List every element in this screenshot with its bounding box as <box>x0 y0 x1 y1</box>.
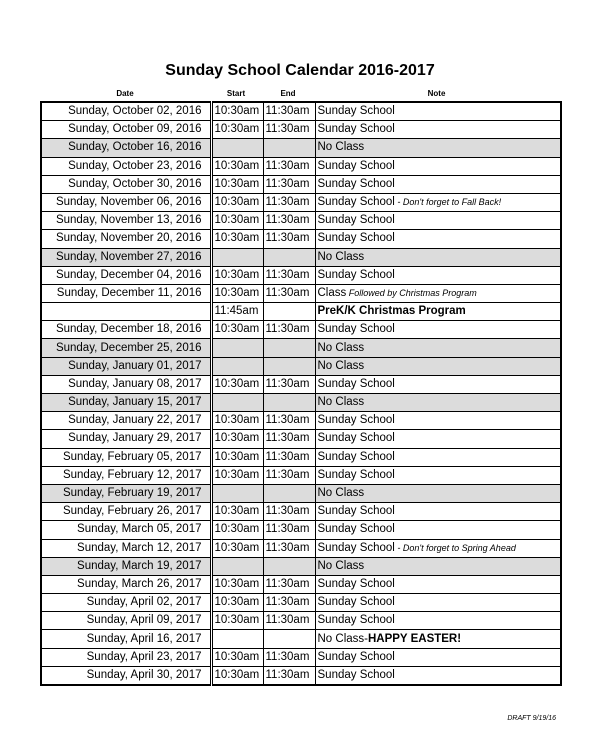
cell-date: Sunday, March 26, 2017 <box>41 575 211 593</box>
note-text: No Class- <box>317 632 368 645</box>
cell-date: Sunday, April 23, 2017 <box>41 648 211 666</box>
cell-end: 11:30am <box>263 503 315 521</box>
cell-date: Sunday, February 26, 2017 <box>41 503 211 521</box>
cell-date: Sunday, November 06, 2016 <box>41 193 211 211</box>
cell-end: 11:30am <box>263 157 315 175</box>
cell-note <box>315 230 561 248</box>
cell-end: 11:30am <box>263 212 315 230</box>
cell-start: 10:30am <box>211 575 263 593</box>
cell-note <box>315 575 561 593</box>
table-row <box>41 430 561 448</box>
cell-date: Sunday, February 12, 2017 <box>41 466 211 484</box>
cell-start: 10:30am <box>211 503 263 521</box>
cell-date: Sunday, March 12, 2017 <box>41 539 211 557</box>
cell-start: 10:30am <box>211 666 263 685</box>
cell-start <box>211 139 263 157</box>
cell-date: Sunday, February 05, 2017 <box>41 448 211 466</box>
cell-end: 11:30am <box>263 412 315 430</box>
cell-date: Sunday, November 27, 2016 <box>41 248 211 266</box>
note-text: Sunday School <box>317 523 395 536</box>
header-end: End <box>280 89 296 98</box>
table-row <box>41 503 561 521</box>
cell-start: 10:30am <box>211 193 263 211</box>
cell-date: Sunday, December 25, 2016 <box>41 339 211 357</box>
table-row <box>41 230 561 248</box>
table-row <box>41 303 561 321</box>
cell-end: 11:30am <box>263 448 315 466</box>
cell-note <box>315 266 561 284</box>
table-row <box>41 375 561 393</box>
cell-start: 10:30am <box>211 539 263 557</box>
note-text: No Class <box>317 559 365 572</box>
column-headers <box>0 89 600 101</box>
cell-date: Sunday, December 11, 2016 <box>41 284 211 302</box>
note-text: Sunday School <box>317 232 395 245</box>
cell-date: Sunday, October 02, 2016 <box>41 102 211 121</box>
table-row <box>41 175 561 193</box>
cell-start: 10:30am <box>211 375 263 393</box>
table-row <box>41 484 561 502</box>
cell-end: 11:30am <box>263 539 315 557</box>
cell-note <box>315 412 561 430</box>
cell-end: 11:30am <box>263 666 315 685</box>
note-text: Sunday School <box>317 323 395 336</box>
cell-date: Sunday, October 09, 2016 <box>41 121 211 139</box>
cell-start <box>211 248 263 266</box>
note-text: No Class <box>317 487 365 500</box>
cell-start: 10:30am <box>211 102 263 121</box>
cell-end: 11:30am <box>263 193 315 211</box>
table-row <box>41 521 561 539</box>
note-text: Sunday School <box>317 123 395 136</box>
table-row <box>41 248 561 266</box>
calendar-table <box>40 101 562 686</box>
cell-note <box>315 157 561 175</box>
table-row <box>41 575 561 593</box>
cell-start: 10:30am <box>211 466 263 484</box>
table-row <box>41 394 561 412</box>
cell-end: 11:30am <box>263 375 315 393</box>
cell-date: Sunday, April 02, 2017 <box>41 594 211 612</box>
cell-start: 10:30am <box>211 121 263 139</box>
note-text: Sunday School <box>317 105 395 118</box>
cell-note <box>315 248 561 266</box>
cell-note <box>315 630 561 648</box>
header-note: Note <box>427 89 446 98</box>
cell-note <box>315 139 561 157</box>
cell-end <box>263 303 315 321</box>
table-row <box>41 321 561 339</box>
cell-note <box>315 539 561 557</box>
note-text: No Class <box>317 341 365 354</box>
table-row <box>41 412 561 430</box>
cell-end <box>263 139 315 157</box>
cell-date: Sunday, February 19, 2017 <box>41 484 211 502</box>
cell-date: Sunday, April 16, 2017 <box>41 630 211 648</box>
cell-start <box>211 357 263 375</box>
note-text: Sunday School <box>317 177 395 190</box>
cell-start: 10:30am <box>211 648 263 666</box>
table-row <box>41 157 561 175</box>
cell-end: 11:30am <box>263 121 315 139</box>
cell-note <box>315 357 561 375</box>
cell-note <box>315 193 561 211</box>
cell-start: 10:30am <box>211 412 263 430</box>
table-row <box>41 612 561 630</box>
cell-end: 11:30am <box>263 648 315 666</box>
cell-date: Sunday, December 04, 2016 <box>41 266 211 284</box>
table-row <box>41 557 561 575</box>
page-title: Sunday School Calendar 2016-2017 <box>165 62 435 79</box>
cell-note <box>315 648 561 666</box>
cell-note <box>315 303 561 321</box>
cell-date: Sunday, January 15, 2017 <box>41 394 211 412</box>
note-text: No Class <box>317 396 365 409</box>
cell-end: 11:30am <box>263 594 315 612</box>
cell-start <box>211 630 263 648</box>
table-row <box>41 648 561 666</box>
cell-note <box>315 466 561 484</box>
note-text: Sunday School <box>317 668 395 681</box>
cell-start <box>211 339 263 357</box>
cell-end <box>263 484 315 502</box>
note-text: Sunday School <box>317 214 395 227</box>
note-text: Class <box>317 286 347 299</box>
cell-start: 10:30am <box>211 430 263 448</box>
cell-note <box>315 503 561 521</box>
cell-end: 11:30am <box>263 102 315 121</box>
cell-date: Sunday, March 05, 2017 <box>41 521 211 539</box>
table-row <box>41 357 561 375</box>
cell-note <box>315 339 561 357</box>
cell-end: 11:30am <box>263 266 315 284</box>
cell-start: 11:45am <box>211 303 263 321</box>
cell-note <box>315 557 561 575</box>
cell-note <box>315 448 561 466</box>
cell-start: 10:30am <box>211 284 263 302</box>
table-row <box>41 466 561 484</box>
cell-date: Sunday, December 18, 2016 <box>41 321 211 339</box>
cell-end: 11:30am <box>263 284 315 302</box>
cell-end: 11:30am <box>263 230 315 248</box>
note-text: No Class <box>317 250 365 263</box>
table-row <box>41 630 561 648</box>
cell-note <box>315 394 561 412</box>
cell-end <box>263 357 315 375</box>
note-text: No Class <box>317 141 365 154</box>
cell-start <box>211 394 263 412</box>
cell-date <box>41 303 211 321</box>
note-extra: HAPPY EASTER! <box>367 632 462 645</box>
table-row <box>41 666 561 685</box>
table-row <box>41 193 561 211</box>
note-text: Sunday School <box>317 159 395 172</box>
cell-end: 11:30am <box>263 612 315 630</box>
cell-start: 10:30am <box>211 448 263 466</box>
cell-note <box>315 430 561 448</box>
cell-end: 11:30am <box>263 575 315 593</box>
note-text: No Class <box>317 359 365 372</box>
cell-end: 11:30am <box>263 430 315 448</box>
cell-date: Sunday, January 22, 2017 <box>41 412 211 430</box>
cell-end <box>263 248 315 266</box>
note-text: Sunday School <box>317 432 395 445</box>
cell-start: 10:30am <box>211 321 263 339</box>
header-date: Date <box>116 89 134 98</box>
table-row <box>41 139 561 157</box>
note-text: Sunday School <box>317 596 395 609</box>
cell-date: Sunday, November 20, 2016 <box>41 230 211 248</box>
cell-note <box>315 612 561 630</box>
note-text: Sunday School <box>317 450 395 463</box>
cell-note <box>315 321 561 339</box>
note-text: PreK/K Christmas Program <box>317 305 466 318</box>
note-text: Sunday School <box>317 614 395 627</box>
table-row <box>41 266 561 284</box>
cell-start: 10:30am <box>211 521 263 539</box>
note-extra: - Don't forget to Spring Ahead <box>394 542 516 553</box>
cell-start: 10:30am <box>211 157 263 175</box>
cell-end <box>263 394 315 412</box>
cell-note <box>315 375 561 393</box>
cell-end: 11:30am <box>263 175 315 193</box>
cell-start <box>211 557 263 575</box>
cell-end: 11:30am <box>263 521 315 539</box>
cell-date: Sunday, April 30, 2017 <box>41 666 211 685</box>
table-row <box>41 121 561 139</box>
cell-start: 10:30am <box>211 612 263 630</box>
cell-date: Sunday, April 09, 2017 <box>41 612 211 630</box>
cell-date: Sunday, October 30, 2016 <box>41 175 211 193</box>
cell-note <box>315 484 561 502</box>
cell-date: Sunday, November 13, 2016 <box>41 212 211 230</box>
cell-date: Sunday, January 08, 2017 <box>41 375 211 393</box>
cell-end: 11:30am <box>263 466 315 484</box>
cell-date: Sunday, January 29, 2017 <box>41 430 211 448</box>
note-text: Sunday School <box>317 468 395 481</box>
cell-start: 10:30am <box>211 212 263 230</box>
draft-stamp: DRAFT 9/19/16 <box>507 715 556 722</box>
cell-date: Sunday, March 19, 2017 <box>41 557 211 575</box>
table-row <box>41 212 561 230</box>
cell-date: Sunday, October 23, 2016 <box>41 157 211 175</box>
cell-start: 10:30am <box>211 230 263 248</box>
note-text: Sunday School <box>317 505 395 518</box>
cell-note <box>315 175 561 193</box>
table-row <box>41 594 561 612</box>
cell-date: Sunday, October 16, 2016 <box>41 139 211 157</box>
cell-note <box>315 121 561 139</box>
note-text: Sunday School <box>317 414 395 427</box>
cell-end <box>263 339 315 357</box>
cell-start: 10:30am <box>211 266 263 284</box>
table-row <box>41 448 561 466</box>
cell-note <box>315 594 561 612</box>
cell-start <box>211 484 263 502</box>
cell-date: Sunday, January 01, 2017 <box>41 357 211 375</box>
cell-note <box>315 521 561 539</box>
table-row <box>41 102 561 121</box>
cell-note <box>315 102 561 121</box>
cell-end: 11:30am <box>263 321 315 339</box>
note-text: Sunday School <box>317 541 395 554</box>
cell-start: 10:30am <box>211 594 263 612</box>
note-text: Sunday School <box>317 377 395 390</box>
header-start: Start <box>226 89 246 98</box>
table-row <box>41 339 561 357</box>
note-text: Sunday School <box>317 577 395 590</box>
note-extra: Followed by Christmas Program <box>346 287 477 298</box>
note-text: Sunday School <box>317 268 395 281</box>
table-row <box>41 284 561 302</box>
cell-note <box>315 212 561 230</box>
cell-note <box>315 284 561 302</box>
note-text: Sunday School <box>317 196 395 209</box>
cell-start: 10:30am <box>211 175 263 193</box>
table-row <box>41 539 561 557</box>
cell-end <box>263 630 315 648</box>
note-extra: - Don't forget to Fall Back! <box>394 197 502 208</box>
cell-note <box>315 666 561 685</box>
cell-end <box>263 557 315 575</box>
note-text: Sunday School <box>317 650 395 663</box>
